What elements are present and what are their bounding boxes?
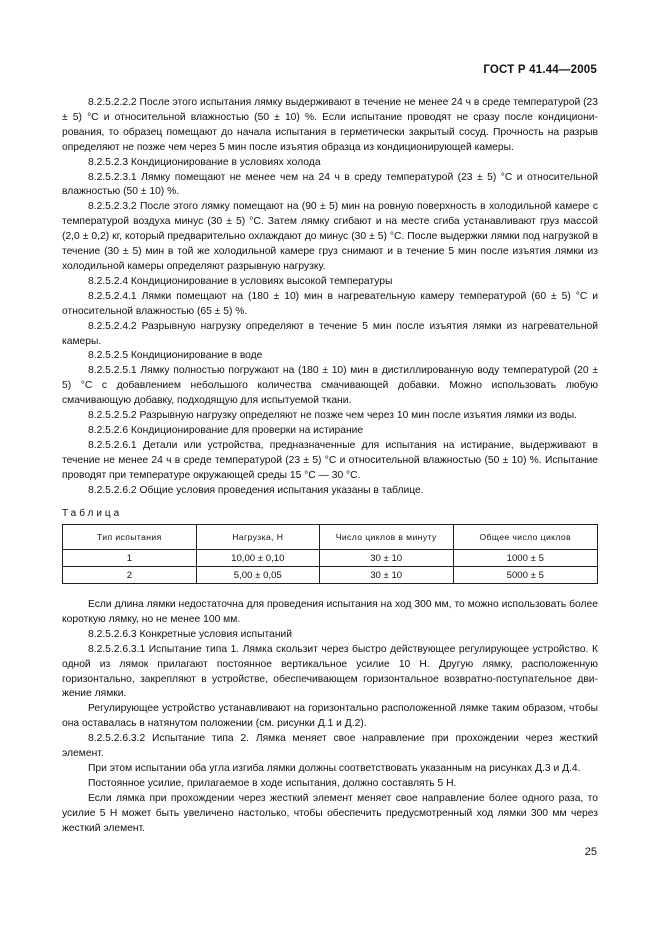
header-total-cycles: Общее число циклов (453, 525, 597, 550)
section-heading: 8.2.5.2.6.3 Конкретные условия испытаний (88, 628, 293, 640)
paragraph: Если лямка при прохождении через жесткий элемент меняет свое направление более одного раза, то усилие 5 Н может быть увеличено настолько, чтобы обеспечить предусмотренный ход лямки 300 мм через жесткий элемент. (62, 792, 598, 834)
section-heading: 8.2.5.2.6 Кондиционирование для проверки на истирание (88, 424, 364, 436)
top-text-block (62, 96, 598, 498)
cell-test-type: 2 (63, 567, 197, 584)
cell-total-cycles: 5000 ± 5 (453, 567, 597, 584)
document-code: ГОСТ Р 41.44—2005 (483, 64, 597, 76)
cell-cycles-per-minute: 30 ± 10 (319, 550, 453, 567)
paragraph: 8.2.5.2.6.3.2 Испытание типа 2. Лямка меняет свое направление при прохождении через жесткий элемент. (62, 733, 598, 760)
table-row (63, 567, 598, 584)
section-heading: 8.2.5.2.3 Кондиционирование в условиях холода (88, 156, 321, 168)
cell-load: 5,00 ± 0,05 (196, 567, 319, 584)
cell-total-cycles: 1000 ± 5 (453, 550, 597, 567)
paragraph: 8.2.5.2.6.3.1 Испытание типа 1. Лямка скользит через быстро действующее регулирующее устройство. К одной из лямок прилагают постоянное вертикальное усилие 10 Н. Другую лямку, расположенную горизонтально, закрепляют в устройстве, обеспечивающем горизонтальное возвратно-поступательное движение лямки. (62, 643, 598, 700)
paragraph: 8.2.5.2.3.1 Лямку помещают не менее чем на 24 ч в среду температурой (23 ± 5) °С и относительной влажностью (50 ± 10) %. (62, 171, 598, 198)
paragraph: 8.2.5.2.3.2 После этого лямку помещают на (90 ± 5) мин на ровную поверхность в холодильной камере с температурой воздуха минус (30 ± 5) °С. Затем лямку сгибают и на месте сгиба устанавливают груз массой (2,0 ± 0,2) кг, который предварительно охлаждают до минус (30 ± 5) °С. После выдержки лямки под нагрузкой в течение (30 ± 5) мин в той же холодильной камере груз снимают и в течение 5 мин после изъятия лямки из холодильной камеры определяют разрывную нагрузку. (62, 201, 598, 272)
conditions-table (62, 524, 598, 584)
cell-test-type: 1 (63, 550, 197, 567)
paragraph: Если длина лямки недостаточна для проведения испытания на ход 300 мм, то можно использовать более короткую лямку, но не менее 100 мм. (62, 599, 598, 625)
table-header-row (63, 525, 598, 550)
paragraph: 8.2.5.2.4.2 Разрывную нагрузку определяют в течение 5 мин после изъятия лямки из нагревательной камеры. (62, 320, 598, 347)
paragraph: Постоянное усилие, прилагаемое в ходе испытания, должно составлять 5 Н. (88, 777, 457, 789)
conditions-table-block (62, 508, 598, 584)
paragraph: 8.2.5.2.5.1 Лямку полностью погружают на (180 ± 10) мин в дистиллированную воду температурой (20 ± 5) °С с добавлением небольшого количества смачивающей добавки. Можно использовать любую смачивающую добавку, подходящую для испытуемой ткани. (62, 365, 598, 407)
paragraph: 8.2.5.2.5.2 Разрывную нагрузку определяют не позже чем через 10 мин после изъятия лямки из воды. (88, 410, 577, 422)
table-caption: Таблица (62, 508, 123, 519)
page-number: 25 (584, 846, 597, 858)
header-test-type: Тип испытания (63, 525, 197, 550)
cell-load: 10,00 ± 0,10 (196, 550, 319, 567)
section-heading: 8.2.5.2.5 Кондиционирование в воде (88, 350, 263, 362)
paragraph: 8.2.5.2.6.1 Детали или устройства, предназначенные для испытания на истирание, выдерживают в течение не менее 24 ч в среде температурой (23 ± 5) °С и относительной влажностью (50 ± 10) %. Испытание проводят при температуре окружающей среды 15 °С — 30 °С. (62, 439, 598, 481)
paragraph: Регулирующее устройство устанавливают на горизонтально расположенной лямке таким образом, чтобы она оставалась в натянутом положении (см. рисунки Д.1 и Д.2). (62, 703, 598, 730)
table-row (63, 550, 598, 567)
header-load: Нагрузка, Н (196, 525, 319, 550)
paragraph: 8.2.5.2.6.2 Общие условия проведения испытания указаны в таблице. (88, 484, 424, 496)
paragraph: 8.2.5.2.4.1 Лямки помещают на (180 ± 10) мин в нагревательную камеру температурой (60 ± 5) °С и относительной влажностью (65 ± 5) %. (62, 290, 598, 317)
bottom-text-block (62, 598, 598, 837)
cell-cycles-per-minute: 30 ± 10 (319, 567, 453, 584)
paragraph: 8.2.5.2.2.2 После этого испытания лямку выдерживают в течение не менее 24 ч в среде температурой (23 ± 5) °С и относительной влажностью (50 ± 10) %. Если испытание проводят не сразу после кондиционирования, то образец помещают до начала испытания в герметически закрытый сосуд. Прочность на разрыв определяют не позже чем через 5 мин после изъятия образца из кондиционирующей камеры. (62, 97, 598, 153)
section-heading: 8.2.5.2.4 Кондиционирование в условиях высокой температуры (88, 275, 393, 287)
header-cycles-per-minute: Число циклов в минуту (319, 525, 453, 550)
paragraph: При этом испытании оба угла изгиба лямки должны соответствовать указанным на рисунках Д.3 и Д.4. (88, 762, 581, 774)
